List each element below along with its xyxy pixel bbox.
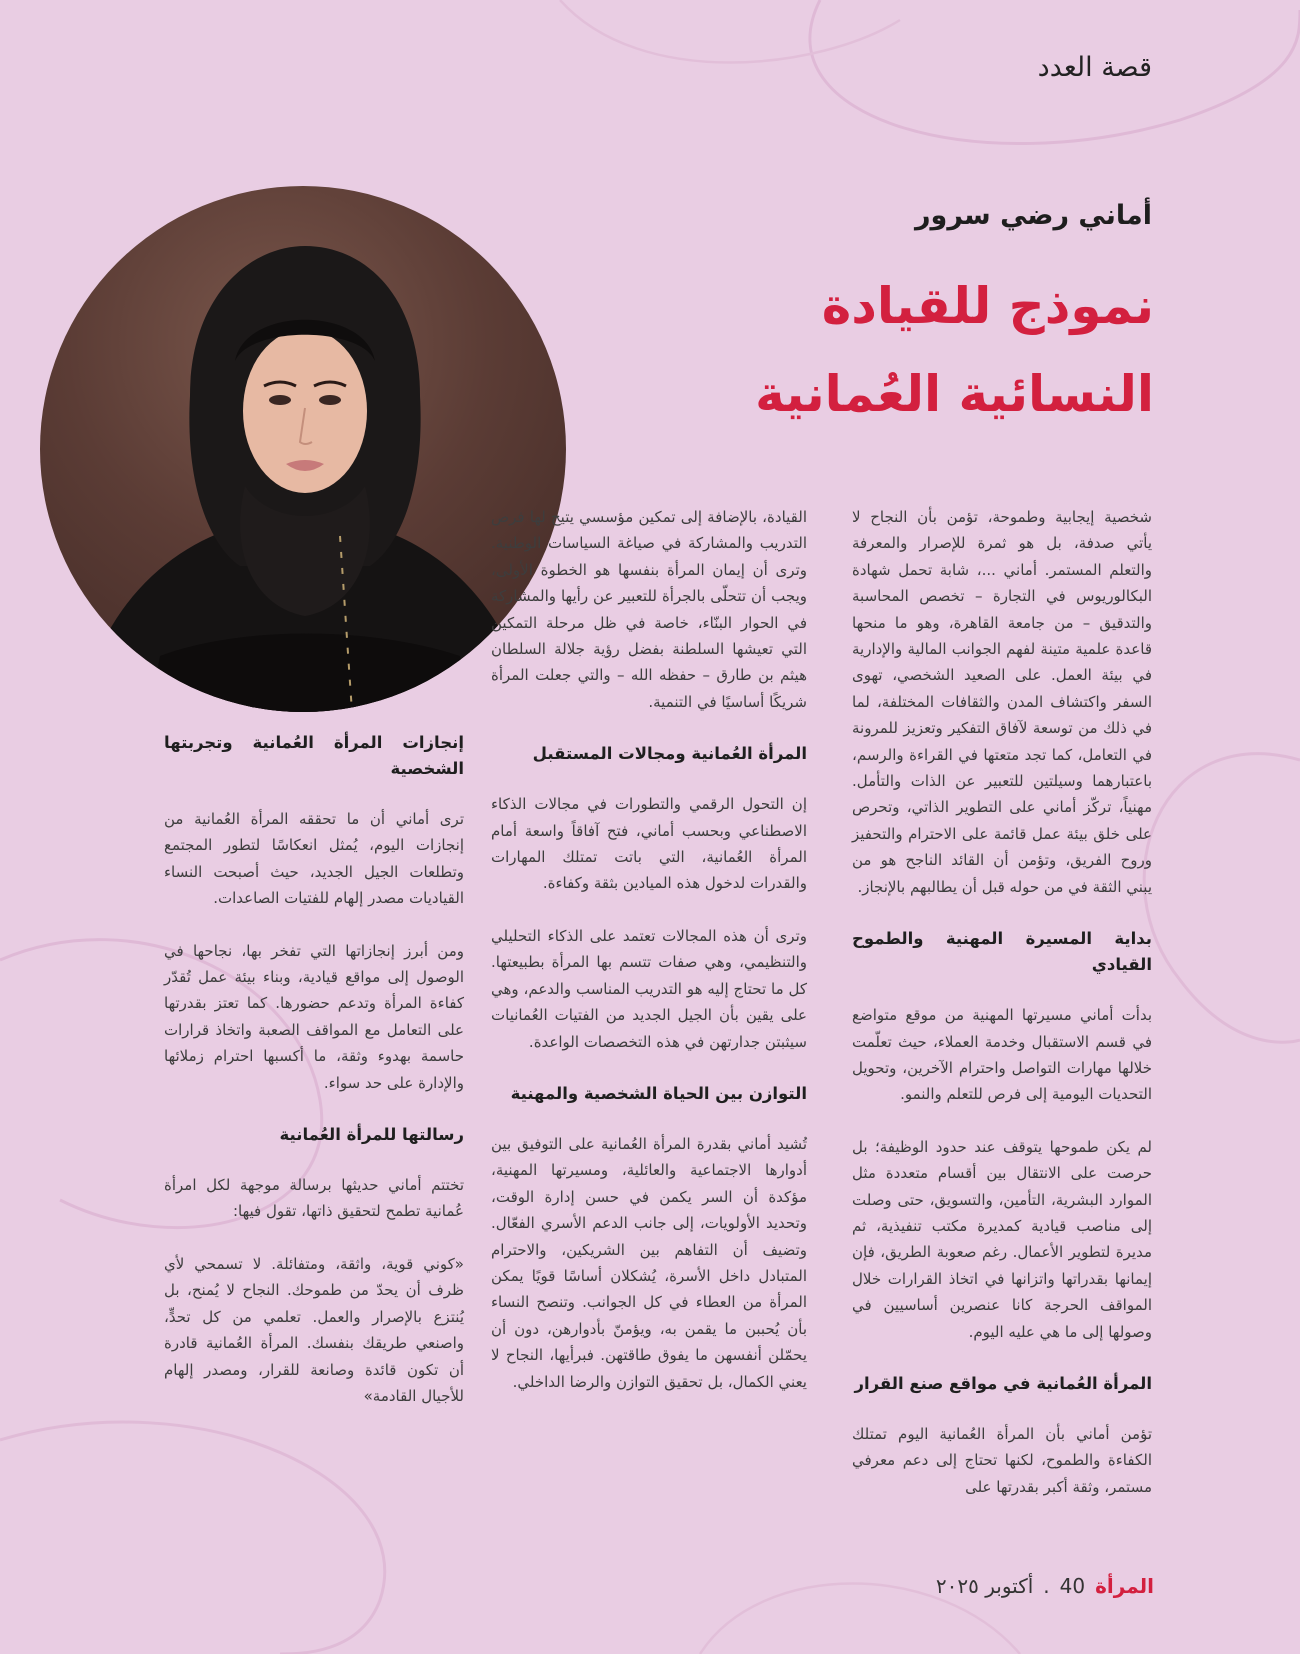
- paragraph: وترى أن هذه المجالات تعتمد على الذكاء التحليلي والتنظيمي، وهي صفات تتسم بها المرأة بطبيعتها. كل ما تحتاج إليه هو التدريب المناسب والدعم، وهي على يقين بأن الجيل الجديد من الفتيات العُمانيات سيثبتن جدارتهن في هذه التخصصات الواعدة.: [491, 926, 807, 1051]
- quote-paragraph: «كوني قوية، واثقة، ومتفائلة. لا تسمحي لأي ظرف أن يحدّ من طموحك. النجاح لا يُمنح، بل يُنتزع بالإصرار والعمل. تعلمي من كل تحدٍّ، واصنعي طريقك بنفسك. المرأة العُمانية قادرة أن تكون قائدة وصانعة للقرار، ومصدر إلهام للأجيال القادمة»: [164, 1254, 464, 1405]
- paragraph: تؤمن أماني بأن المرأة العُمانية اليوم تمتلك الكفاءة والطموح، لكنها تحتاج إلى دعم معرفي مستمر، وثقة أكبر بقدرتها على: [852, 1424, 1152, 1496]
- paragraph: تُشيد أماني بقدرة المرأة العُمانية على التوفيق بين أدوارها الاجتماعية والعائلية، ومسيرتها المهنية، مؤكدة أن السر يكمن في حسن إدارة الوقت، وتحديد الأولويات، إلى جانب الدعم الأسري الفعّال. وتضيف أن التفاهم بين الشريكين، والاحترام المتبادل داخل الأسرة، يُشكلان أساسًا قويًا يمكن المرأة من العطاء في كل الجوانب. وتنصح النساء بأن يُحببن ما يقمن به، ويؤمنّ بأدوارهن، دون أن يحمّلن أنفسهن ما يفوق طاقتهن. فبرأيها، النجاح لا يعني الكمال، بل تحقيق التوازن والرضا الداخلي.: [491, 1134, 807, 1391]
- section-label: قصة العدد: [1037, 52, 1152, 83]
- article-title-line-1: نموذج للقيادة: [821, 277, 1154, 335]
- author-name: أماني رضي سرور: [915, 200, 1152, 231]
- paragraph: إن التحول الرقمي والتطورات في مجالات الذكاء الاصطناعي وبحسب أماني، فتح آفاقاً واسعة أمام المرأة العُمانية، التي باتت تمتلك المهارات والقدرات لدخول هذه الميادين بثقة وكفاءة.: [491, 795, 807, 893]
- page-footer: [936, 1574, 1154, 1598]
- page-number: 40: [1059, 1574, 1086, 1598]
- article-column-right: [852, 504, 1152, 1526]
- subheading: المرأة العُمانية في مواقع صنع القرار: [854, 1373, 1152, 1393]
- subheading: رسالتها للمرأة العُمانية: [279, 1125, 464, 1145]
- paragraph: شخصية إيجابية وطموحة، تؤمن بأن النجاح لا يأتي صدفة، بل هو ثمرة للإصرار والمعرفة والتعلم المستمر. أماني ...، شابة تحمل شهادة البكالوريوس في التجارة – تخصص المحاسبة والتدقيق – من جامعة القاهرة، وهو ما منحها قاعدة علمية متينة لفهم الجوانب المالية والإدارية في بيئة العمل. على الصعيد الشخصي، تهوى السفر واكتشاف المدن والثقافات المختلفة، لما في ذلك من توسعة لآفاق التفكير وتعزيز للمرونة في التعامل، كما تجد متعتها في القراءة والرسم، باعتبارهما وسيلتين للتعبير عن الذات والتأمل. مهنياً، تركّز أماني على التطوير الذاتي، وتحرص على خلق بيئة عمل قائمة على الاحترام والتحفيز وروح الفريق، وتؤمن أن القائد الناجح هو من يبني الثقة في من حوله قبل أن يطالبهم بالإنجاز.: [852, 508, 1152, 896]
- subheading: التوازن بين الحياة الشخصية والمهنية: [510, 1083, 807, 1103]
- issue-date: أكتوبر ٢٠٢٥: [935, 1574, 1034, 1598]
- article-column-middle: [491, 504, 807, 1421]
- paragraph: لم يكن طموحها يتوقف عند حدود الوظيفة؛ بل حرصت على الانتقال بين أقسام متعددة مثل الموارد البشرية، التأمين، والتسويق، حتى وصلت إلى مناصب قيادية كمديرة مكتب تنفيذية، ثم مديرة لتطوير الأعمال. رغم صعوبة الطريق، فإن إيمانها بقدراتها واتزانها في اتخاذ القرارات خلال المواقف الحرجة كانا عنصرين أساسيين في وصولها إلى ما هي عليه اليوم.: [852, 1137, 1152, 1341]
- article-title: [634, 262, 1154, 438]
- portrait-photo: [40, 186, 566, 712]
- paragraph: تختتم أماني حديثها برسالة موجهة لكل امرأة عُمانية تطمح لتحقيق ذاتها، تقول فيها:: [164, 1176, 464, 1221]
- paragraph: القيادة، بالإضافة إلى تمكين مؤسسي يتيح لها فرص التدريب والمشاركة في صياغة السياسات الوطنية. وترى أن إيمان المرأة بنفسها هو الخطوة الأولى، ويجب أن تتحلّى بالجرأة للتعبير عن رأيها والمشاركة في الحوار البنّاء، خاصة في ظل مرحلة التمكين التي تعيشها السلطنة بفضل رؤية جلالة السلطان هيثم بن طارق – حفظه الله – والتي جعلت المرأة شريكًا أساسيًا في التنمية.: [491, 508, 807, 711]
- article-column-left: [164, 730, 464, 1435]
- paragraph: بدأت أماني مسيرتها المهنية من موقع متواضع في قسم الاستقبال وخدمة العملاء، حيث تعلّمت خلالها مهارات التواصل واحترام الآخرين، وتحويل التحديات اليومية إلى فرص للتعلم والنمو.: [852, 1006, 1152, 1104]
- magazine-logo: المرأة: [1095, 1574, 1154, 1598]
- article-title-line-2: النسائية العُمانية: [755, 365, 1154, 423]
- portrait-illustration: [40, 186, 566, 712]
- subheading: المرأة العُمانية ومجالات المستقبل: [532, 744, 807, 764]
- paragraph: ومن أبرز إنجازاتها التي تفخر بها، نجاحها في الوصول إلى مواقع قيادية، وبناء بيئة عمل تُقدّر كفاءة المرأة وتدعم حضورها. كما تعتز بقدرتها على التعامل مع المواقف الصعبة واتخاذ قرارات حاسمة بهدوء وثقة، ما أكسبها احترام زملائها والإدارة على حد سواء.: [164, 941, 464, 1092]
- subheading: إنجازات المرأة العُمانية وتجربتها الشخصية: [164, 733, 464, 778]
- subheading: بداية المسيرة المهنية والطموح القيادي: [852, 929, 1152, 975]
- paragraph: ترى أماني أن ما تحققه المرأة العُمانية من إنجازات اليوم، يُمثل انعكاسًا لتطور المجتمع وتطلعات الجيل الجديد، حيث أصبحت النساء القياديات مصدر إلهام للفتيات الصاعدات.: [164, 810, 464, 908]
- footer-separator: .: [1043, 1574, 1050, 1598]
